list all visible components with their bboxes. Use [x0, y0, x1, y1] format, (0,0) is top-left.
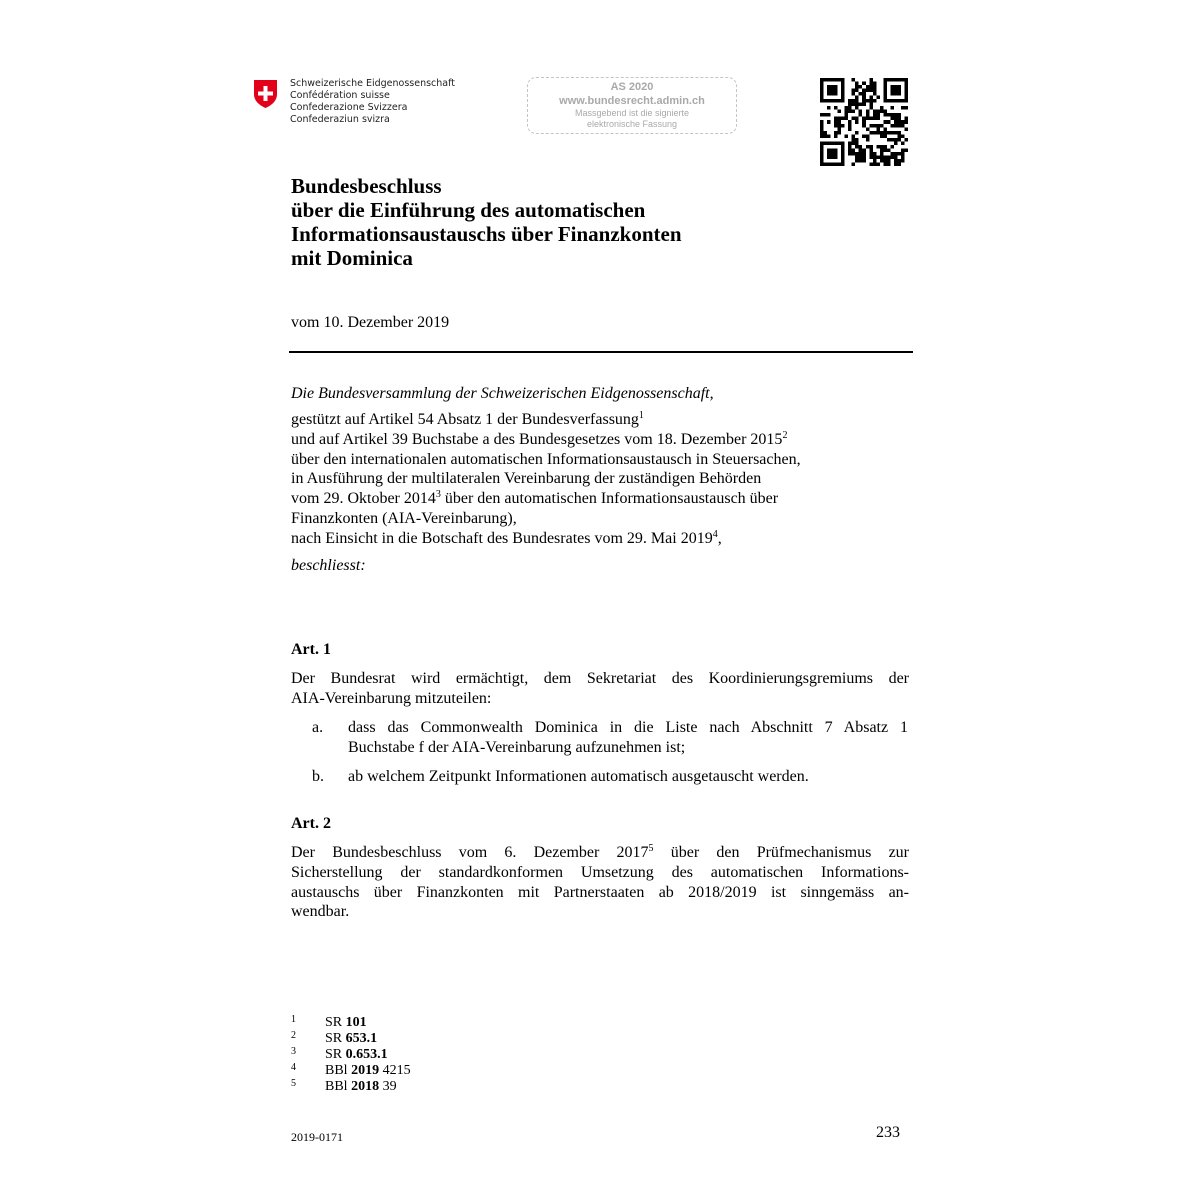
text-line: wendbar. — [291, 903, 350, 921]
list-item-body: ab welchem Zeitpunkt Informationen automatisch ausgetauscht werden. — [348, 768, 809, 785]
text-fragment: Der Bundesbeschluss vom 6. Dezember 2017 — [291, 844, 649, 861]
stamp-url[interactable]: www.bundesrecht.admin.ch — [559, 95, 705, 107]
article-2-heading: Art. 2 — [291, 815, 331, 832]
article-1-text — [291, 669, 909, 709]
list-item-label: a. — [312, 719, 324, 736]
footnote-number: 4 — [291, 1062, 296, 1073]
text-line — [291, 843, 909, 863]
preamble-line-text: , — [717, 529, 722, 547]
preamble — [291, 410, 801, 549]
title-line: Bundesbeschluss — [291, 174, 442, 198]
page-number: 233 — [876, 1124, 900, 1141]
footnote-reference — [325, 1047, 388, 1063]
stamp-note-1: Massgebend ist die signierte — [574, 108, 690, 118]
footnote-suffix: 4215 — [382, 1063, 411, 1078]
text-line: AIA-Vereinbarung mitzuteilen: — [291, 689, 492, 707]
stamp-collection: AS 2020 — [610, 81, 654, 93]
footnote-prefix: SR — [325, 1031, 343, 1046]
footnote-reference — [325, 1015, 367, 1031]
title-line: über die Einführung des automatischen — [291, 198, 646, 222]
footnote-number: 3 — [291, 1046, 296, 1057]
footnote-prefix: SR — [325, 1047, 343, 1062]
preamble-line — [291, 509, 801, 529]
footnote-ref[interactable]: 4 — [712, 528, 718, 540]
document-title — [291, 174, 682, 270]
footnote-reference — [325, 1079, 397, 1095]
confederation-name-rm: Confederaziun svizra — [290, 114, 390, 125]
footnote-bold: 2019 — [351, 1063, 380, 1078]
preamble-line-text: vom 29. Oktober 2014 — [291, 490, 436, 508]
footnote-bold: 2018 — [351, 1079, 380, 1094]
preamble-line-text: nach Einsicht in die Botschaft des Bundesrates vom 29. Mai 2019 — [291, 529, 713, 547]
list-item-label: b. — [312, 768, 324, 785]
footnote-reference — [325, 1063, 411, 1079]
article-2-text — [291, 843, 909, 922]
confederation-names — [290, 78, 455, 126]
text-line: austauschs über Finanzkonten mit Partnerstaaten ab 2018/2019 ist sinngemäss an- — [291, 883, 909, 901]
preamble-line-text: Finanzkonten (AIA-Vereinbarung), — [291, 509, 517, 527]
preamble-line — [291, 489, 801, 509]
preamble-line — [291, 450, 801, 470]
preamble-closing: beschliesst: — [291, 557, 366, 574]
footnote-ref[interactable]: 5 — [648, 843, 654, 854]
footnote-ref[interactable]: 3 — [435, 489, 441, 501]
text-fragment: über den Prüfmechanismus zur — [653, 844, 909, 861]
preamble-intro: Die Bundesversammlung der Schweizerischen Eidgenossenschaft, — [291, 385, 714, 402]
qr-code-icon — [820, 78, 908, 166]
footnote-bold: 101 — [345, 1015, 367, 1030]
confederation-name-fr: Confédération suisse — [290, 90, 390, 101]
footnote-prefix: BBl — [325, 1063, 348, 1078]
confederation-name-de: Schweizerische Eidgenossenschaft — [290, 78, 456, 89]
signature-stamp — [527, 77, 737, 134]
swiss-coat-of-arms-icon — [253, 79, 278, 109]
text-line: Der Bundesrat wird ermächtigt, dem Sekretariat des Koordinierungsgremiums der — [291, 670, 909, 687]
footnote-bold: 0.653.1 — [345, 1047, 388, 1062]
footnote-ref[interactable]: 1 — [638, 410, 644, 421]
text-line: Sicherstellung der standardkonformen Umsetzung des automatischen Informations- — [291, 863, 909, 881]
footnote-number: 2 — [291, 1030, 296, 1041]
footnote-prefix: SR — [325, 1015, 343, 1030]
title-line: mit Dominica — [291, 246, 413, 270]
preamble-line — [291, 430, 801, 450]
footnote-prefix: BBl — [325, 1079, 348, 1094]
preamble-line — [291, 529, 801, 549]
footnote-number: 5 — [291, 1078, 296, 1089]
list-item-body — [348, 718, 908, 758]
decree-date: vom 10. Dezember 2019 — [291, 314, 450, 331]
footnote-ref[interactable]: 2 — [782, 429, 788, 441]
confederation-name-it: Confederazione Svizzera — [290, 102, 408, 113]
document-number: 2019-0171 — [291, 1130, 343, 1144]
footnote-reference — [325, 1031, 377, 1047]
preamble-line-text: über den internationalen automatischen Informationsaustausch in Steuersachen, — [291, 450, 801, 468]
footnote-bold: 653.1 — [345, 1031, 378, 1046]
preamble-line-text: gestützt auf Artikel 54 Absatz 1 der Bundesverfassung — [291, 411, 639, 428]
footnote-suffix: 39 — [382, 1079, 397, 1094]
preamble-line-text: in Ausführung der multilateralen Vereinbarung der zuständigen Behörden — [291, 470, 762, 488]
article-1-heading: Art. 1 — [291, 641, 331, 658]
preamble-line-text: über den automatischen Informationsaustausch über — [440, 490, 779, 508]
title-line: Informationsaustauschs über Finanzkonten — [291, 222, 682, 246]
text-line: Buchstabe f der AIA-Vereinbarung aufzunehmen ist; — [348, 738, 686, 756]
preamble-line — [291, 410, 801, 430]
preamble-line-text: und auf Artikel 39 Buchstabe a des Bundesgesetzes vom 18. Dezember 2015 — [291, 430, 783, 448]
footnote-number: 1 — [291, 1014, 296, 1025]
stamp-note-2: elektronische Fassung — [586, 119, 678, 129]
title-divider — [289, 351, 913, 353]
preamble-line — [291, 469, 801, 489]
text-line: dass das Commonwealth Dominica in die Liste nach Abschnitt 7 Absatz 1 — [348, 719, 908, 736]
